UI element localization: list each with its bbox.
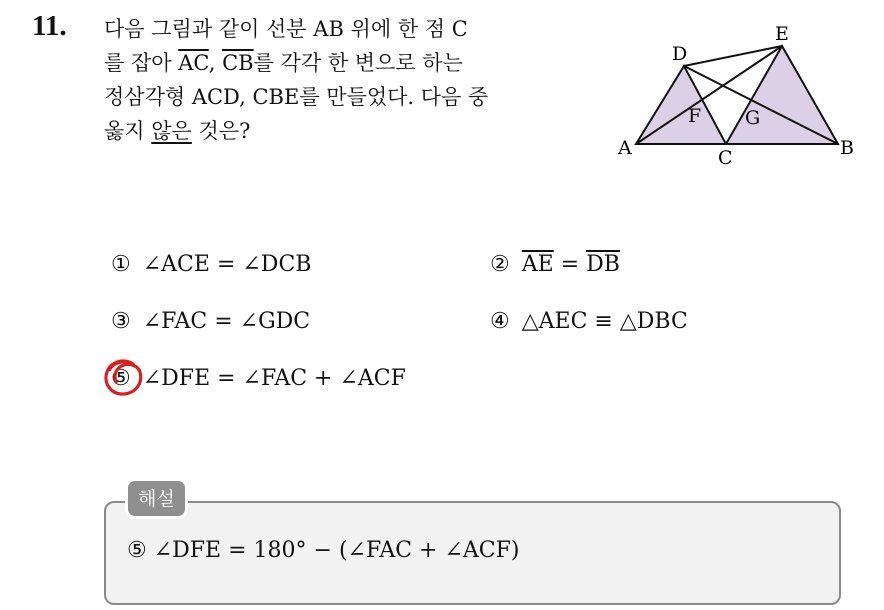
choice-2-seg-ae: $\overline{AE}$	[521, 252, 554, 277]
question-line-4	[104, 114, 594, 148]
label-g: G	[745, 107, 761, 129]
question-line-4-pre: 옳지	[104, 119, 152, 143]
segment-cb: $\overline{CB}$	[222, 51, 254, 75]
triangle-acd	[636, 66, 726, 144]
choice-4[interactable]	[490, 309, 688, 334]
explanation-tag: 해설	[128, 481, 185, 516]
answer-circle-mark	[103, 358, 145, 398]
label-f: F	[688, 105, 702, 127]
question-line-3: 정삼각형 ACD, CBE를 만들었다. 다음 중	[104, 85, 489, 109]
choice-5[interactable]	[111, 366, 406, 391]
question-line-4-post: 것은?	[191, 119, 251, 143]
choice-2-eq: =	[553, 252, 587, 277]
label-b: B	[840, 137, 854, 159]
choice-2-number: ②	[490, 252, 510, 277]
choice-3-number: ③	[111, 309, 131, 334]
comma: ,	[208, 51, 223, 75]
segment-ac: $\overline{AC}$	[178, 51, 209, 75]
question-line-2-pre: 를 잡아	[104, 51, 179, 75]
choice-5-number: ⑤	[111, 366, 131, 391]
choice-4-number: ④	[490, 309, 510, 334]
label-d: D	[672, 43, 688, 65]
label-a: A	[618, 137, 632, 159]
question-line-2	[104, 46, 594, 80]
choice-1-number: ①	[111, 252, 131, 277]
choice-2-seg-db: $\overline{DB}$	[586, 252, 620, 277]
choice-3-text: ∠FAC = ∠GDC	[142, 309, 311, 334]
question-number: 11.	[32, 10, 67, 42]
question-text	[104, 12, 594, 148]
choice-1-text: ∠ACE = ∠DCB	[142, 252, 312, 277]
underlined-not: 않은	[151, 119, 192, 143]
choice-2[interactable]	[490, 252, 620, 277]
choice-5-text: ∠DFE = ∠FAC + ∠ACF	[142, 366, 406, 391]
choice-4-text: △AEC ≡ △DBC	[521, 309, 688, 334]
question-line-1: 다음 그림과 같이 선분 AB 위에 한 점 C	[104, 17, 468, 41]
geometry-figure	[612, 18, 862, 168]
choice-1[interactable]	[111, 252, 311, 277]
label-e: E	[775, 23, 789, 45]
choice-3[interactable]	[111, 309, 310, 334]
explanation-text: ⑤ ∠DFE = 180° − (∠FAC + ∠ACF)	[127, 538, 520, 563]
question-line-2-post: 를 각각 한 변으로 하는	[253, 51, 463, 75]
label-c: C	[718, 147, 733, 168]
